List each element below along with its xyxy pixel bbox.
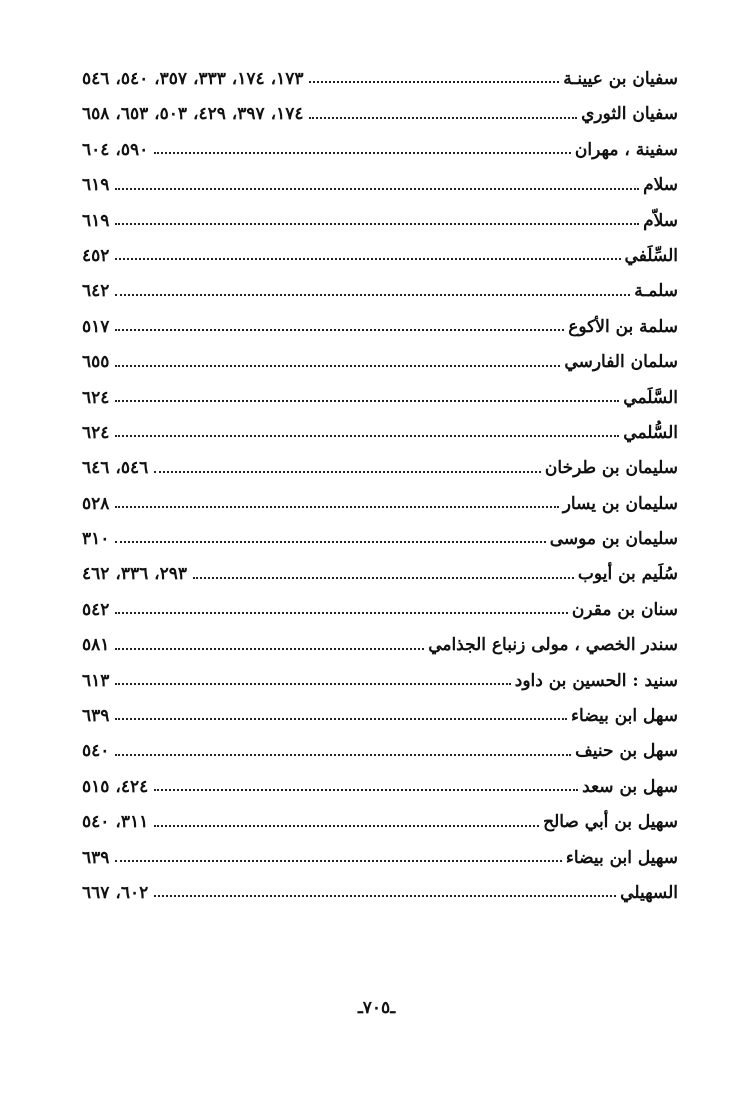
entry-name: سندر الخصي ، مولى زنباع الجذامي [428,635,678,656]
dot-leader [154,825,539,827]
dot-leader [115,400,619,402]
entry-name: سهيل ابن بيضاء [565,847,678,868]
dot-leader [115,294,630,296]
entry-pages: ٦٤٢ [82,281,110,302]
entry-name: سلاّم [643,210,678,231]
index-entry [82,691,678,726]
entry-pages: ١٧٣، ١٧٤، ٣٣٣، ٣٥٧، ٥٤٠، ٥٤٦ [82,69,304,89]
entry-name: سفيان الثوري [581,104,678,125]
dot-leader [154,895,616,897]
dot-leader [115,541,545,543]
entry-pages: ٣١١، ٥٤٠ [82,812,149,833]
entry-name: سفينة ، مهران [574,139,678,160]
entry-pages: ٥١٧ [82,316,110,337]
index-entry [82,797,678,832]
dot-leader [115,683,510,685]
entry-name: سهيل بن أبي صالح [543,812,678,833]
entry-name: سلمان الفارسي [564,352,678,373]
entry-name: سنيد : الحسين بن داود [514,670,678,691]
dot-leader [193,577,574,579]
entry-pages: ٦٠٢، ٦٦٧ [82,882,149,903]
dot-leader [115,612,567,614]
page-number: ـ٧٠٥ـ [357,998,396,1018]
entry-name: السهيلي [620,882,678,903]
index-entry [82,302,678,337]
dot-leader [115,223,639,225]
entry-name: سلمة بن الأكوع [568,316,678,337]
entry-pages: ٥٤٢ [82,599,110,620]
entry-pages: ٢٩٣، ٣٣٦، ٤٦٢ [82,564,188,585]
index-entry [82,620,678,655]
entry-pages: ٣١٠ [82,529,110,550]
dot-leader [115,329,564,331]
index-entry [82,54,678,89]
entry-pages: ٦٢٤ [82,387,110,408]
index-entry [82,89,678,124]
entry-name: سليمان بن موسى [549,529,678,550]
entry-pages: ٥٨١ [82,635,110,656]
dot-leader [115,754,571,756]
index-entry [82,125,678,160]
dot-leader [154,152,571,154]
dot-leader [115,648,424,650]
dot-leader [309,117,577,119]
entry-pages: ٥٤٦، ٦٤٦ [82,458,149,479]
index-entry [82,196,678,231]
entry-pages: ٤٢٤، ٥١٥ [82,776,149,797]
index-entry [82,231,678,266]
entry-name: سهل ابن بيضاء [571,706,678,727]
entry-name: سهل بن حنيف [575,741,678,762]
entry-name: السِّلَفي [624,245,678,266]
entry-pages: ٦٥٥ [82,352,110,373]
entry-name: سهل بن سعد [582,776,678,797]
entry-pages: ٦٢٤ [82,422,110,443]
index-entry [82,585,678,620]
dot-leader [115,258,620,260]
entry-pages: ٦١٩ [82,175,110,196]
entry-pages: ١٧٤، ٣٩٧، ٤٢٩، ٥٠٣، ٦٥٣، ٦٥٨ [82,104,304,125]
index-entry [82,514,678,549]
index-entry [82,762,678,797]
index-entry [82,549,678,584]
entry-name: سفيان بن عيينـة [563,69,678,89]
index-list [82,54,678,903]
dot-leader [154,471,541,473]
entry-pages: ٥٤٠ [82,741,110,762]
dot-leader [115,718,567,720]
entry-name: السَّلَمي [623,387,678,408]
entry-pages: ٥٢٨ [82,493,110,514]
entry-pages: ٦٣٩ [82,847,110,868]
dot-leader [309,81,559,83]
index-entry [82,833,678,868]
index-entry [82,160,678,195]
index-entry [82,408,678,443]
entry-name: سليمان بن طرخان [544,458,678,479]
index-entry [82,337,678,372]
entry-pages: ٤٥٢ [82,245,110,266]
index-entry [82,656,678,691]
index-entry [82,868,678,903]
dot-leader [154,789,578,791]
index-entry [82,443,678,478]
dot-leader [115,188,639,190]
entry-name: سلمـة [634,281,678,302]
entry-name: السُّلمي [623,422,678,443]
dot-leader [115,365,560,367]
index-entry [82,373,678,408]
entry-name: سلام [643,175,678,196]
entry-pages: ٦١٩ [82,210,110,231]
index-entry [82,266,678,301]
entry-name: سليمان بن يسار [562,493,678,514]
dot-leader [115,860,562,862]
entry-name: سنان بن مقرن [571,599,678,620]
entry-pages: ٥٩٠، ٦٠٤ [82,139,149,160]
index-entry [82,479,678,514]
dot-leader [115,435,619,437]
entry-pages: ٦٣٩ [82,706,110,727]
index-entry [82,726,678,761]
dot-leader [115,506,558,508]
entry-name: سُلَيم بن أيوب [577,564,678,585]
entry-pages: ٦١٣ [82,670,110,691]
